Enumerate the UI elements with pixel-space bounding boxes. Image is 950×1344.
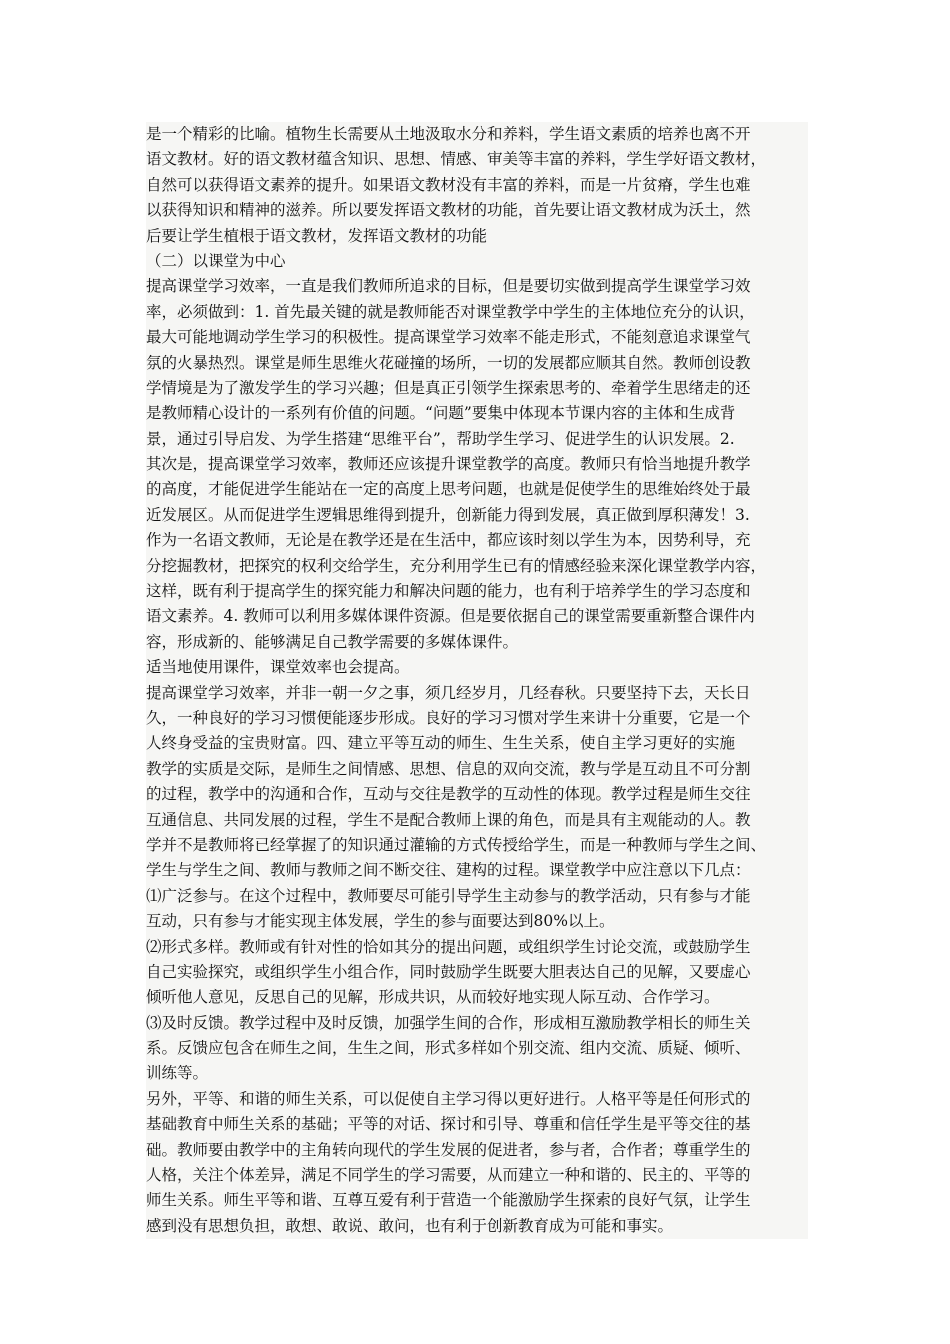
text-line: 适当地使用课件，课堂效率也会提高。: [146, 655, 808, 680]
text-line: ⑵形式多样。教师或有针对性的恰如其分的提出问题，或组织学生讨论交流，或鼓励学生: [146, 935, 808, 960]
text-line: 分挖掘教材，把探究的权利交给学生，充分利用学生已有的情感经验来深化课堂教学内容，: [146, 554, 808, 579]
text-line: 人终身受益的宝贵财富。四、建立平等互动的师生、生生关系，使自主学习更好的实施: [146, 731, 808, 756]
text-line: 学生与学生之间、教师与教师之间不断交往、建构的过程。课堂教学中应注意以下几点：: [146, 858, 808, 883]
text-line: 学并不是教师将已经掌握了的知识通过灌输的方式传授给学生，而是一种教师与学生之间、: [146, 833, 808, 858]
text-line: 氛的火暴热烈。课堂是师生思维火花碰撞的场所，一切的发展都应顺其自然。教师创设教: [146, 351, 808, 376]
text-line: ⑶及时反馈。教学过程中及时反馈，加强学生间的合作，形成相互激励教学相长的师生关: [146, 1011, 808, 1036]
text-line: 后要让学生植根于语文教材，发挥语文教材的功能: [146, 224, 808, 249]
text-line: 师生关系。师生平等和谐、互尊互爱有利于营造一个能激励学生探索的良好气氛，让学生: [146, 1188, 808, 1213]
text-line: 另外，平等、和谐的师生关系，可以促使自主学习得以更好进行。人格平等是任何形式的: [146, 1087, 808, 1112]
text-line: 提高课堂学习效率，并非一朝一夕之事，须几经岁月，几经春秋。只要坚持下去，天长日: [146, 681, 808, 706]
text-line: 基础教育中师生关系的基础；平等的对话、探讨和引导、尊重和信任学生是平等交往的基: [146, 1112, 808, 1137]
text-line: 互动，只有参与才能实现主体发展，学生的参与面要达到80%以上。: [146, 909, 808, 934]
text-line: 倾听他人意见，反思自己的见解，形成共识，从而较好地实现人际互动、合作学习。: [146, 985, 808, 1010]
text-line: 容，形成新的、能够满足自己教学需要的多媒体课件。: [146, 630, 808, 655]
text-line: 是教师精心设计的一系列有价值的问题。“问题”要集中体现本节课内容的主体和生成背: [146, 401, 808, 426]
text-line: 的高度，才能促进学生能站在一定的高度上思考问题，也就是促使学生的思维始终处于最: [146, 477, 808, 502]
text-line: 作为一名语文教师，无论是在教学还是在生活中，都应该时刻以学生为本，因势利导，充: [146, 528, 808, 553]
text-line: 自己实验探究，或组织学生小组合作，同时鼓励学生既要大胆表达自己的见解，又要虚心: [146, 960, 808, 985]
text-line: 率，必须做到：1. 首先最关键的就是教师能否对课堂教学中学生的主体地位充分的认识，: [146, 300, 808, 325]
text-line: ⑴广泛参与。在这个过程中，教师要尽可能引导学生主动参与的教学活动，只有参与才能: [146, 884, 808, 909]
text-line: 语文素养。4. 教师可以利用多媒体课件资源。但是要依据自己的课堂需要重新整合课件内: [146, 604, 808, 629]
text-line: 互通信息、共同发展的过程，学生不是配合教师上课的角色，而是具有主观能动的人。教: [146, 808, 808, 833]
text-line: 人格，关注个体差异，满足不同学生的学习需要，从而建立一种和谐的、民主的、平等的: [146, 1163, 808, 1188]
text-line: 景，通过引导启发、为学生搭建“思维平台”，帮助学生学习、促进学生的认识发展。2.: [146, 427, 808, 452]
text-line: 础。教师要由教学中的主角转向现代的学生发展的促进者，参与者，合作者；尊重学生的: [146, 1138, 808, 1163]
text-line: 是一个精彩的比喻。植物生长需要从土地汲取水分和养料，学生语文素质的培养也离不开: [146, 122, 808, 147]
text-line: 的过程，教学中的沟通和合作，互动与交往是教学的互动性的体现。教学过程是师生交往: [146, 782, 808, 807]
text-line: 语文教材。好的语文教材蕴含知识、思想、情感、审美等丰富的养料，学生学好语文教材，: [146, 147, 808, 172]
text-line: 自然可以获得语文素养的提升。如果语文教材没有丰富的养料，而是一片贫瘠，学生也难: [146, 173, 808, 198]
text-line: 提高课堂学习效率，一直是我们教师所追求的目标，但是要切实做到提高学生课堂学习效: [146, 274, 808, 299]
document-body: [146, 122, 808, 1239]
text-line: 系。反馈应包含在师生之间，生生之间，形式多样如个别交流、组内交流、质疑、倾听、: [146, 1036, 808, 1061]
text-line: 这样，既有利于提高学生的探究能力和解决问题的能力，也有利于培养学生的学习态度和: [146, 579, 808, 604]
text-line: 近发展区。从而促进学生逻辑思维得到提升，创新能力得到发展，真正做到厚积薄发！3.: [146, 503, 808, 528]
text-line: 学情境是为了激发学生的学习兴趣；但是真正引领学生探索思考的、牵着学生思绪走的还: [146, 376, 808, 401]
text-line: 最大可能地调动学生学习的积极性。提高课堂学习效率不能走形式，不能刻意追求课堂气: [146, 325, 808, 350]
text-line: 其次是，提高课堂学习效率，教师还应该提升课堂教学的高度。教师只有恰当地提升教学: [146, 452, 808, 477]
text-line: 训练等。: [146, 1061, 808, 1086]
text-line: 教学的实质是交际，是师生之间情感、思想、信息的双向交流，教与学是互动且不可分割: [146, 757, 808, 782]
text-line: （二）以课堂为中心: [146, 249, 808, 274]
text-line: 久，一种良好的学习习惯便能逐步形成。良好的学习习惯对学生来讲十分重要，它是一个: [146, 706, 808, 731]
text-line: 感到没有思想负担，敢想、敢说、敢问，也有利于创新教育成为可能和事实。: [146, 1214, 808, 1239]
text-line: 以获得知识和精神的滋养。所以要发挥语文教材的功能，首先要让语文教材成为沃土，然: [146, 198, 808, 223]
